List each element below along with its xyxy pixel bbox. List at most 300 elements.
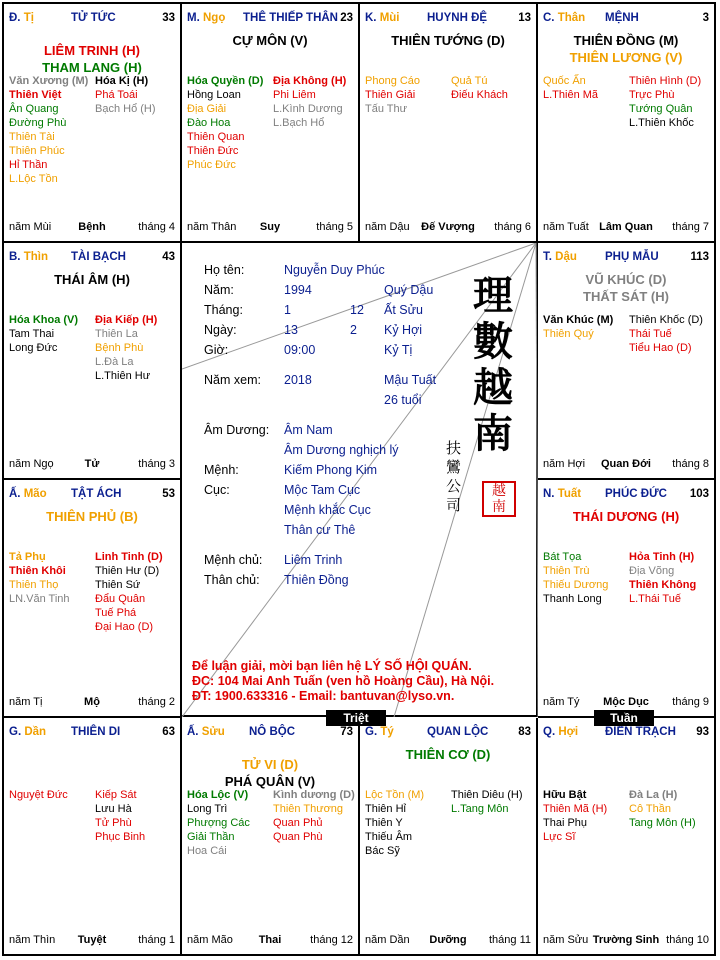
value-than-chu: Thiên Đồng: [284, 573, 349, 587]
minor-star: Phi Liêm: [273, 89, 316, 101]
main-stars: [538, 508, 714, 525]
palace-header: [9, 251, 175, 265]
minor-star: Thiên La: [95, 328, 138, 340]
minor-star: L.Thiên Khốc: [629, 117, 694, 129]
main-stars: [4, 508, 180, 525]
value-ho-ten: Nguyễn Duy Phúc: [284, 263, 385, 277]
right-star-list: [451, 788, 523, 816]
palace-month: tháng 12: [310, 934, 353, 946]
value-menh-khac-cuc: Mệnh khắc Cục: [284, 503, 371, 517]
palace-number: 83: [518, 726, 531, 738]
palace-than: [538, 4, 714, 243]
palace-footer: [543, 221, 709, 235]
value-thang-can: Ất Sửu: [384, 303, 423, 317]
label-nam-xem: Năm xem:: [204, 373, 261, 387]
minor-star: Thiên Hỉ: [365, 803, 406, 815]
calligraphy-char: 鸞: [446, 458, 462, 476]
minor-star: L.Đà La: [95, 356, 134, 368]
right-star-list: [629, 74, 701, 130]
main-star: THIÊN LƯƠNG (V): [569, 50, 683, 65]
left-star-list: [543, 74, 598, 102]
palace-month: tháng 1: [138, 934, 175, 946]
minor-star: Lưu Hà: [95, 803, 132, 815]
minor-star: Địa Võng: [629, 565, 675, 577]
right-star-list: [95, 313, 157, 383]
palace-position: G. Tý: [365, 726, 394, 738]
label-menh: Mệnh:: [204, 463, 239, 477]
value-gio: 09:00: [284, 343, 316, 357]
palace-hoi: [538, 718, 714, 954]
main-star: VŨ KHÚC (D): [585, 272, 667, 287]
minor-star: Địa Giải: [187, 103, 227, 115]
palace-footer: [543, 696, 709, 710]
left-star-list: [365, 74, 420, 116]
minor-star: Bác Sỹ: [365, 845, 400, 857]
minor-star: L.Bạch Hổ: [273, 117, 325, 129]
palace-position: Đ. Tị: [9, 12, 34, 24]
palace-number: 43: [162, 251, 175, 263]
palace-name: HUYNH ĐỆ: [427, 12, 488, 24]
palace-number: 23: [340, 12, 353, 24]
minor-star: Hồng Loan: [187, 89, 241, 101]
palace-stage: Suy: [259, 221, 281, 233]
minor-star: Thiên Hình (D): [629, 75, 702, 87]
minor-star: Thiếu Dương: [543, 579, 609, 591]
palace-header: [543, 488, 709, 502]
palace-number: 73: [340, 726, 353, 738]
minor-star: Thái Tuế: [629, 328, 672, 340]
right-star-list: [629, 313, 703, 355]
minor-star: Hóa Quyền (D): [187, 75, 264, 87]
minor-star: Đại Hao (D): [95, 621, 154, 633]
palace-footer: [9, 458, 175, 472]
palace-year: năm Mùi: [9, 221, 52, 233]
palace-name: NÔ BỘC: [249, 726, 295, 738]
main-star: THIÊN TƯỚNG (D): [391, 33, 505, 48]
main-stars: [182, 756, 358, 790]
value-menh: Kiếm Phong Kim: [284, 463, 378, 477]
palace-stage: Trường Sinh: [592, 934, 660, 946]
main-stars: [360, 32, 536, 49]
minor-star: Thiên Không: [629, 579, 697, 591]
palace-year: năm Thìn: [9, 934, 56, 946]
value-ngay-can: Kỷ Hợi: [384, 323, 423, 337]
label-ngay: Ngày:: [204, 323, 237, 337]
palace-suu: [182, 718, 360, 954]
value-nam: 1994: [284, 283, 312, 297]
minor-star: Lộc Tồn (M): [365, 789, 425, 801]
calligraphy-char: 理: [473, 272, 513, 319]
value-am-duong: Âm Nam: [284, 423, 333, 437]
minor-star: Bạch Hổ (H): [95, 103, 156, 115]
minor-star: Thiên Thọ: [9, 579, 59, 591]
palace-name: TẬT ÁCH: [71, 488, 122, 500]
value-thang-am: 12: [350, 303, 364, 317]
palace-footer: [9, 221, 175, 235]
minor-star: L.Lộc Tồn: [9, 173, 58, 185]
palace-position: N. Tuất: [543, 488, 582, 500]
minor-star: Quan Phù: [273, 831, 323, 843]
palace-number: 63: [162, 726, 175, 738]
palace-name: PHÚC ĐỨC: [605, 488, 667, 500]
main-star: PHÁ QUÂN (V): [224, 774, 316, 789]
palace-name: TỬ TỨC: [71, 12, 116, 24]
minor-star: Điếu Khách: [451, 89, 508, 101]
label-ho-ten: Họ tên:: [204, 263, 245, 277]
palace-stage: Bệnh: [78, 221, 106, 233]
calligraphy-side-text: [446, 439, 466, 515]
palace-position: G. Dần: [9, 726, 47, 738]
calligraphy-side: [446, 439, 466, 515]
palace-stage: Quan Đới: [601, 458, 651, 470]
palace-ty: [360, 718, 538, 954]
palace-footer: [9, 696, 175, 710]
value-am-duong-ly: Âm Dương nghịch lý: [284, 443, 399, 457]
label-gio: Giờ:: [204, 343, 229, 357]
minor-star: Phá Toái: [95, 89, 138, 101]
palace-ngo: [182, 4, 360, 243]
value-nam-can: Quý Dậu: [384, 283, 434, 297]
palace-thin: [4, 243, 182, 480]
palace-number: 33: [162, 12, 175, 24]
minor-star: Lực Sĩ: [543, 831, 576, 843]
palace-stage: Dưỡng: [429, 934, 467, 946]
main-stars: [538, 32, 714, 66]
label-am-duong: Âm Dương:: [204, 423, 270, 437]
red-seal: [482, 481, 516, 517]
minor-star: Đào Hoa: [187, 117, 231, 129]
main-star: THIÊN ĐỒNG (M): [573, 33, 679, 48]
palace-position: C. Thân: [543, 12, 586, 24]
minor-star: Hóa Lộc (V): [187, 789, 249, 801]
minor-star: Thiên Giải: [365, 89, 416, 101]
minor-star: Thiên Sứ: [95, 579, 141, 591]
minor-star: Hỉ Thần: [9, 159, 48, 171]
main-stars: [360, 746, 536, 763]
minor-star: Đẩu Quân: [95, 593, 146, 605]
right-star-list: [95, 788, 145, 844]
calligraphy-char: 公: [446, 477, 462, 495]
palace-number: 93: [696, 726, 709, 738]
palace-number: 113: [690, 251, 709, 263]
minor-star: L.Thiên Hư: [95, 370, 151, 382]
palace-month: tháng 6: [494, 221, 531, 233]
palace-name: ĐIỀN TRẠCH: [605, 726, 676, 738]
palace-number: 13: [518, 12, 531, 24]
triet-marker: Triệt: [326, 710, 386, 726]
minor-star: Quan Phủ: [273, 817, 323, 829]
right-star-list: [95, 550, 163, 634]
palace-stage: Đế Vượng: [421, 221, 475, 233]
minor-star: Thiên Phúc: [9, 145, 65, 157]
minor-star: Văn Xương (M): [9, 75, 89, 87]
palace-year: năm Ngọ: [9, 458, 54, 470]
minor-star: Quả Tú: [451, 75, 488, 87]
minor-star: Cô Thần: [629, 803, 671, 815]
minor-star: Thanh Long: [543, 593, 602, 605]
contact-block: [192, 659, 538, 704]
minor-star: Hóa Khoa (V): [9, 314, 79, 326]
minor-star: Thiếu Âm: [365, 831, 413, 843]
palace-dau: [538, 243, 714, 480]
left-star-list: [187, 788, 250, 858]
palace-footer: [543, 934, 709, 948]
palace-number: 3: [702, 12, 709, 24]
label-menh-chu: Mệnh chủ:: [204, 553, 263, 567]
main-star: LIÊM TRINH (H): [43, 43, 141, 58]
palace-position: T. Dậu: [543, 251, 577, 263]
palace-footer: [187, 934, 353, 948]
palace-header: [543, 251, 709, 265]
palace-header: [543, 12, 709, 26]
minor-star: L.Tang Môn: [451, 803, 509, 815]
main-star: THIÊN PHỦ (B): [46, 509, 138, 524]
palace-year: năm Dậu: [365, 221, 410, 233]
minor-star: Bệnh Phù: [95, 342, 144, 354]
minor-star: Tử Phù: [95, 817, 132, 829]
minor-star: LN.Văn Tinh: [9, 593, 70, 605]
minor-star: Trực Phù: [629, 89, 675, 101]
left-star-list: [9, 788, 68, 802]
palace-month: tháng 8: [672, 458, 709, 470]
palace-name: QUAN LỘC: [427, 726, 489, 738]
main-star: THẤT SÁT (H): [583, 289, 669, 304]
palace-stage: Mộ: [84, 696, 100, 708]
minor-star: Thiên Quý: [543, 328, 594, 340]
value-tuoi: 26 tuổi: [384, 393, 422, 407]
minor-star: Phúc Đức: [187, 159, 236, 171]
main-stars: [538, 271, 714, 305]
palace-mao: [4, 480, 182, 718]
palace-month: tháng 4: [138, 221, 175, 233]
minor-star: Đường Phù: [9, 117, 67, 129]
main-stars: [4, 271, 180, 288]
label-cuc: Cục:: [204, 483, 230, 497]
left-star-list: [9, 313, 78, 355]
minor-star: Nguyệt Đức: [9, 789, 68, 801]
palace-position: B. Thìn: [9, 251, 48, 263]
minor-star: Phong Cáo: [365, 75, 421, 87]
value-menh-chu: Liêm Trinh: [284, 553, 343, 567]
left-star-list: [543, 788, 607, 844]
right-star-list: [629, 788, 696, 830]
palace-name: MỆNH: [605, 12, 639, 24]
right-star-list: [451, 74, 508, 102]
minor-star: L.Thiên Mã: [543, 89, 599, 101]
value-ngay-am: 2: [350, 323, 357, 337]
minor-star: Hỏa Tinh (H): [629, 551, 695, 563]
minor-star: Giải Thần: [187, 831, 235, 843]
minor-star: Thiên Hư (D): [95, 565, 160, 577]
minor-star: Long Trì: [187, 803, 228, 815]
palace-stage: Mộc Dục: [603, 696, 649, 708]
palace-footer: [9, 934, 175, 948]
palace-footer: [187, 221, 353, 235]
palace-year: năm Tị: [9, 696, 43, 708]
minor-star: Thiên Quan: [187, 131, 245, 143]
center-info-panel: [182, 243, 538, 717]
value-thang-duong: 1: [284, 303, 291, 317]
minor-star: Phục Binh: [95, 831, 146, 843]
palace-month: tháng 2: [138, 696, 175, 708]
value-nam-xem: 2018: [284, 373, 312, 387]
right-star-list: [273, 788, 355, 844]
minor-star: Thiên Diêu (H): [451, 789, 523, 801]
minor-star: L.Thái Tuế: [629, 593, 681, 605]
minor-star: Thiên Việt: [9, 89, 62, 101]
value-cuc: Mộc Tam Cục: [284, 483, 361, 497]
calligraphy-char: 司: [446, 496, 462, 514]
minor-star: Thiên Y: [365, 817, 403, 829]
minor-star: Tấu Thư: [365, 103, 408, 115]
minor-star: Long Đức: [9, 342, 58, 354]
palace-position: K. Mùi: [365, 12, 400, 24]
palace-number: 53: [162, 488, 175, 500]
minor-star: Tam Thai: [9, 328, 55, 340]
left-star-list: [187, 74, 263, 172]
palace-month: tháng 5: [316, 221, 353, 233]
left-star-list: [9, 550, 70, 606]
palace-number: 103: [689, 488, 709, 500]
calligraphy-main: [468, 273, 518, 457]
minor-star: Bát Tọa: [543, 551, 582, 563]
minor-star: Phượng Các: [187, 817, 250, 829]
palace-year: năm Tý: [543, 696, 580, 708]
palace-mui: [360, 4, 538, 243]
label-than-chu: Thân chủ:: [204, 573, 260, 587]
left-star-list: [543, 313, 613, 341]
palace-name: PHỤ MẪU: [605, 251, 659, 263]
palace-month: tháng 11: [488, 934, 531, 946]
palace-dan: [4, 718, 182, 954]
red-seal-text: [484, 483, 514, 515]
minor-star: Tả Phụ: [9, 551, 46, 563]
palace-ti: [4, 4, 182, 243]
left-star-list: [543, 550, 608, 606]
main-star: CỰ MÔN (V): [232, 33, 308, 48]
palace-footer: [365, 934, 531, 948]
minor-star: Thiên Khôi: [9, 565, 66, 577]
minor-star: Thiên Thương: [273, 803, 344, 815]
minor-star: Hóa Kị (H): [95, 75, 149, 87]
palace-stage: Tuyệt: [77, 934, 107, 946]
main-star: THIÊN CƠ (D): [405, 747, 491, 762]
palace-header: [9, 12, 175, 26]
label-thang: Tháng:: [204, 303, 243, 317]
palace-footer: [543, 458, 709, 472]
calligraphy-char: 越: [473, 364, 513, 411]
palace-year: năm Tuất: [543, 221, 589, 233]
calligraphy-char: 南: [473, 410, 513, 457]
palace-header: [365, 12, 531, 26]
palace-stage: Tử: [84, 458, 100, 470]
palace-tuat: [538, 480, 714, 718]
value-than-cu: Thân cư Thê: [284, 523, 356, 537]
palace-month: tháng 7: [672, 221, 709, 233]
value-gio-can: Kỷ Tị: [384, 343, 413, 357]
palace-name: TÀI BẠCH: [71, 251, 126, 263]
right-star-list: [273, 74, 346, 130]
minor-star: Thiên Tài: [9, 131, 55, 143]
palace-year: năm Mão: [187, 934, 233, 946]
main-star: THÁI ÂM (H): [54, 272, 130, 287]
palace-position: M. Ngọ: [187, 12, 226, 24]
palace-year: năm Hợi: [543, 458, 586, 470]
tuan-marker: Tuần: [594, 710, 654, 726]
contact-line-1: Để luận giải, mời bạn liên hệ LÝ SỐ HỘI QUÁN.: [192, 659, 472, 673]
palace-year: năm Dần: [365, 934, 410, 946]
palace-position: Ấ. Mão: [9, 488, 47, 500]
contact-line-3: ĐT: 1900.633316 - Email: bantuvan@lyso.vn.: [192, 689, 455, 703]
minor-star: Văn Khúc (M): [543, 314, 614, 326]
label-nam: Năm:: [204, 283, 234, 297]
palace-year: năm Thân: [187, 221, 237, 233]
contact-line-2: ĐC: 104 Mai Anh Tuấn (ven hồ Hoàng Cầu), Hà Nội.: [192, 674, 495, 688]
palace-name: THIÊN DI: [71, 726, 121, 738]
minor-star: Hoa Cái: [187, 845, 227, 857]
right-star-list: [95, 74, 156, 116]
palace-footer: [365, 221, 531, 235]
minor-star: Địa Không (H): [273, 75, 347, 87]
palace-stage: Thai: [258, 934, 282, 946]
main-stars: [182, 32, 358, 49]
palace-year: năm Sửu: [543, 934, 589, 946]
right-star-list: [629, 550, 696, 606]
main-star: THAM LANG (H): [42, 60, 142, 75]
palace-month: tháng 3: [138, 458, 175, 470]
palace-header: [187, 12, 353, 26]
minor-star: Kình dương (D): [273, 789, 355, 801]
palace-month: tháng 10: [666, 934, 709, 946]
left-star-list: [9, 74, 88, 186]
palace-name: THÊ THIẾP THÂN: [243, 12, 338, 24]
minor-star: Quốc Ấn: [543, 75, 586, 87]
value-nam-xem-can: Mậu Tuất: [384, 373, 437, 387]
main-star: THÁI DƯƠNG (H): [572, 509, 680, 524]
minor-star: Tiểu Hao (D): [629, 342, 692, 354]
minor-star: Linh Tinh (D): [95, 551, 163, 563]
palace-header: [543, 726, 709, 740]
minor-star: Hữu Bật: [543, 789, 587, 801]
palace-month: tháng 9: [672, 696, 709, 708]
value-ngay-duong: 13: [284, 323, 298, 337]
main-stars: [4, 42, 180, 76]
minor-star: Thiên Khốc (D): [629, 314, 703, 326]
palace-header: [365, 726, 531, 740]
minor-star: Tướng Quân: [629, 103, 693, 115]
minor-star: L.Kình Dương: [273, 103, 343, 115]
minor-star: Thiên Trù: [543, 565, 590, 577]
minor-star: Tuế Phá: [95, 607, 137, 619]
palace-header: [9, 488, 175, 502]
calligraphy-char: 南: [492, 499, 506, 515]
minor-star: Thai Phụ: [543, 817, 588, 829]
minor-star: Thiên Đức: [187, 145, 239, 157]
palace-header: [9, 726, 175, 740]
minor-star: Đà La (H): [629, 789, 678, 801]
palace-header: [187, 726, 353, 740]
left-star-list: [365, 788, 424, 858]
palace-position: Ấ. Sửu: [187, 726, 225, 738]
calligraphy-char: 數: [473, 318, 513, 365]
minor-star: Tang Môn (H): [629, 817, 696, 829]
minor-star: Địa Kiếp (H): [95, 314, 158, 326]
calligraphy-char: 扶: [446, 439, 462, 457]
calligraphy-char: 越: [492, 483, 506, 499]
minor-star: Kiếp Sát: [95, 789, 137, 801]
main-star: TỬ VI (D): [241, 757, 299, 772]
palace-position: Q. Hợi: [543, 726, 579, 738]
